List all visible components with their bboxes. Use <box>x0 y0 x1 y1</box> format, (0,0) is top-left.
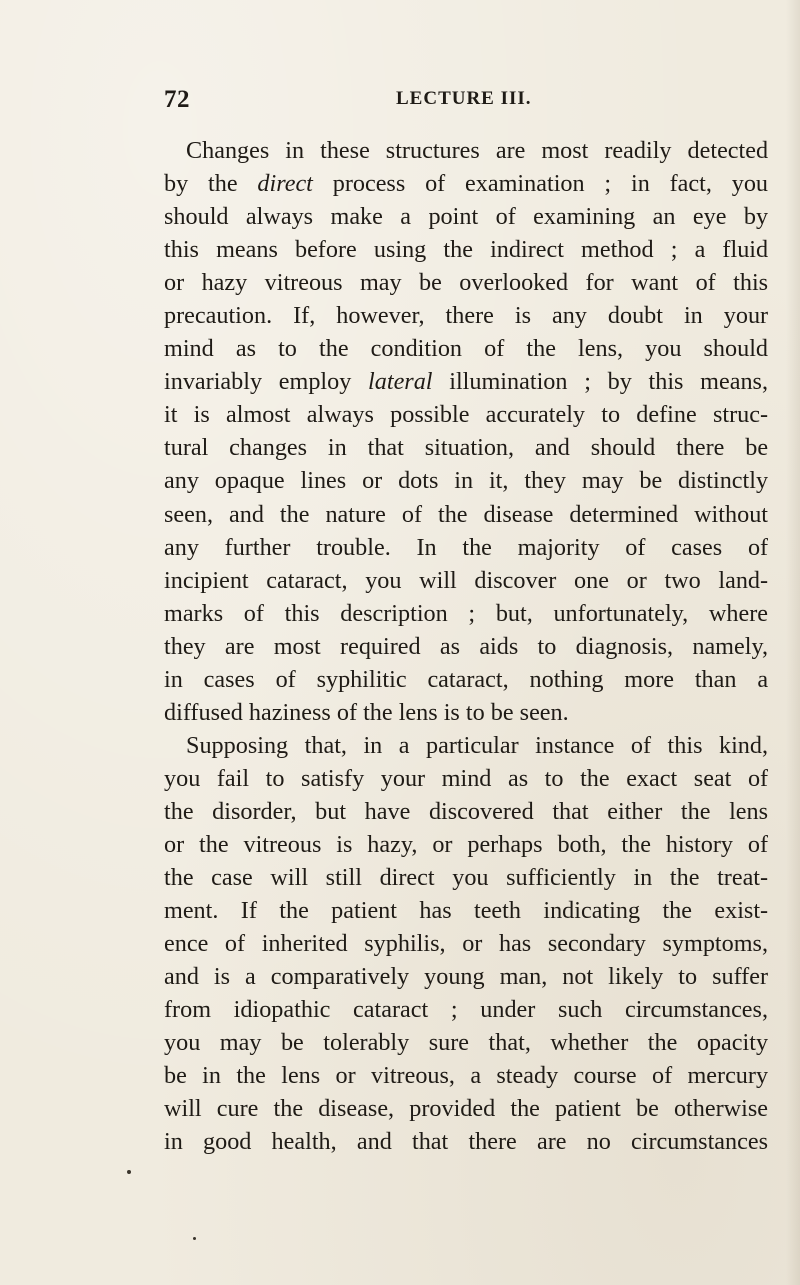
text-line: you fail to satisfy your mind as to the exact seat of <box>164 764 768 792</box>
text-line: or hazy vitreous may be overlooked for want of this <box>164 269 768 297</box>
text-line: the disorder, but have discovered that either the lens <box>164 797 768 825</box>
text-line: by the direct process of examination ; in fact, you <box>164 170 768 198</box>
text-line: seen, and the nature of the disease determined without <box>164 500 768 528</box>
running-head: LECTURE III. <box>396 88 532 109</box>
text-line: the case will still direct you sufficiently in the treat- <box>164 864 768 892</box>
text-line: Changes in these structures are most readily detected <box>186 137 768 164</box>
text-line: be in the lens or vitreous, a steady course of mercury <box>164 1062 768 1090</box>
text-line: any further trouble. In the majority of cases of <box>164 533 768 561</box>
text-line: Supposing that, in a particular instance of this kind, <box>186 731 768 759</box>
text-line: ment. If the patient has teeth indicating the exist- <box>164 897 768 925</box>
text-line: it is almost always possible accurately to define struc- <box>164 401 768 429</box>
page-edge-shadow <box>786 0 800 1285</box>
text-line: or the vitreous is hazy, or perhaps both, the history of <box>164 830 768 858</box>
text-line: this means before using the indirect method ; a fluid <box>164 236 768 264</box>
text-line: diffused haziness of the lens is to be seen. <box>164 698 569 726</box>
text-line: should always make a point of examining an eye by <box>164 203 768 231</box>
text-line: will cure the disease, provided the patient be otherwise <box>164 1095 768 1123</box>
text-line: from idiopathic cataract ; under such circumstances, <box>164 996 768 1024</box>
body-text <box>164 134 768 1158</box>
page-number: 72 <box>164 86 190 113</box>
text-line: incipient cataract, you will discover one or two land- <box>164 566 768 594</box>
text-line: invariably employ lateral illumination ; by this means, <box>164 368 768 396</box>
text-line: any opaque lines or dots in it, they may be distinctly <box>164 467 768 495</box>
text-line: precaution. If, however, there is any doubt in your <box>164 302 768 330</box>
text-line: and is a comparatively young man, not likely to suffer <box>164 963 768 991</box>
text-line: ence of inherited syphilis, or has secondary symptoms, <box>164 930 768 958</box>
text-line: they are most required as aids to diagnosis, namely, <box>164 632 768 660</box>
text-line: in cases of syphilitic cataract, nothing more than a <box>164 665 768 693</box>
margin-speck <box>127 1170 131 1174</box>
text-line: you may be tolerably sure that, whether the opacity <box>164 1029 768 1057</box>
text-line: marks of this description ; but, unfortunately, where <box>164 599 768 627</box>
text-line: in good health, and that there are no circumstances <box>164 1128 768 1156</box>
margin-speck <box>193 1237 196 1240</box>
page-header <box>164 86 776 116</box>
text-line: tural changes in that situation, and should there be <box>164 434 768 462</box>
text-line: mind as to the condition of the lens, you should <box>164 335 768 363</box>
